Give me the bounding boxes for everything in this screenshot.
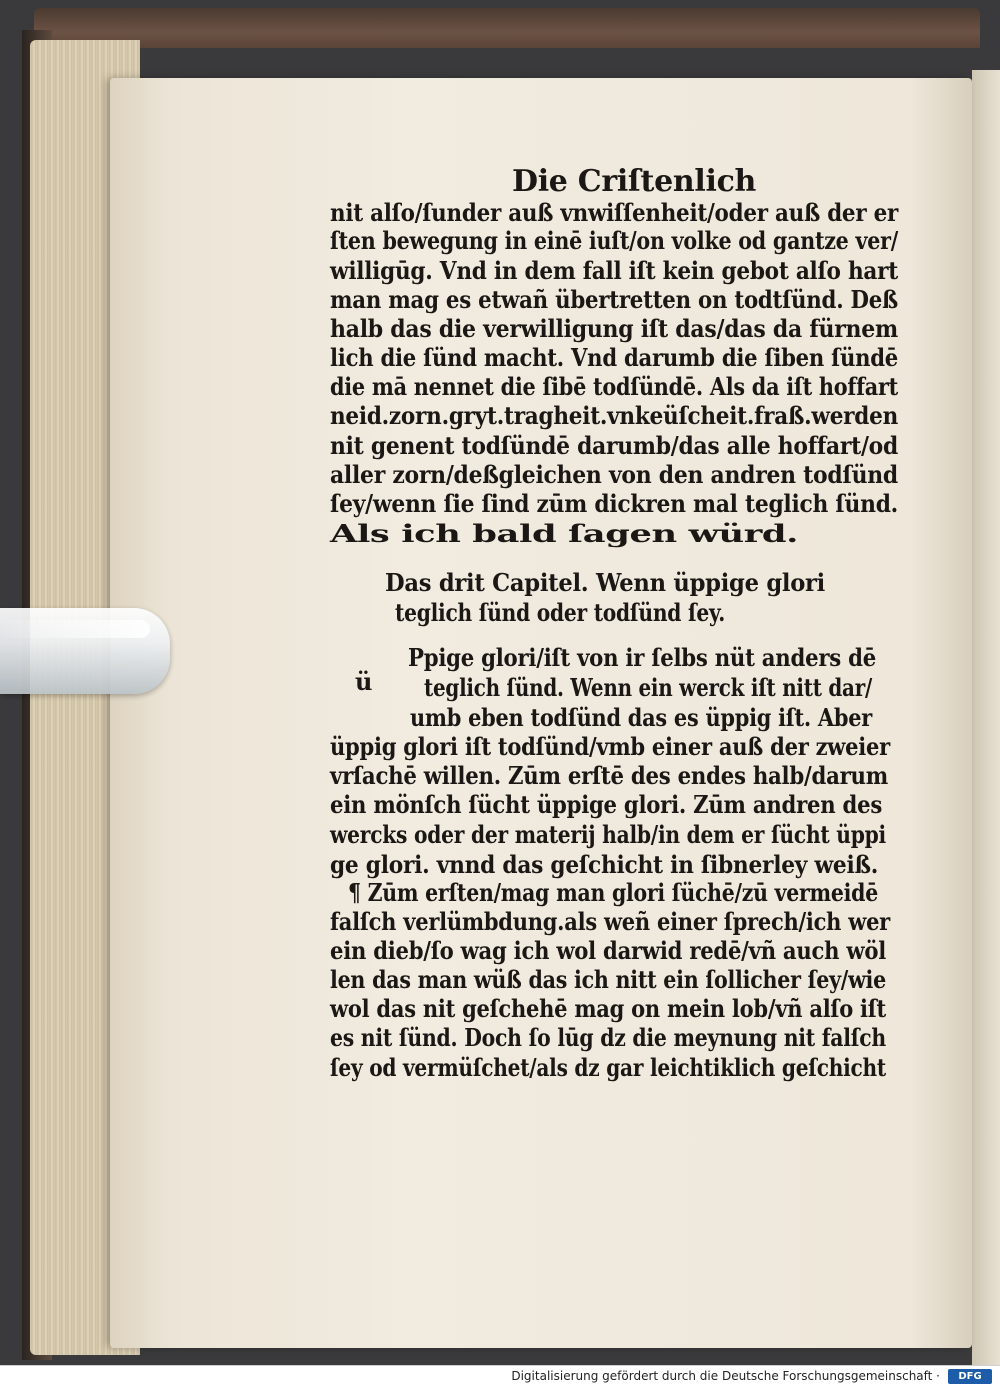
text-line: nit alſo/ſunder auß vnwiſſenheit/oder auß der er xyxy=(330,198,898,227)
text-line: Als ich bald ſagen würd. xyxy=(330,519,798,548)
text-line: wercks oder der materij halb/in dem er ſücht üppi xyxy=(330,820,886,849)
text-line: es nit ſünd. Doch ſo lūg dz die meynung nit falſch xyxy=(330,1023,886,1052)
text-line: neid.zorn.gryt.tragheit.vnkeüſcheit.fraß.werden xyxy=(330,401,898,430)
text-line: üppig glori iſt todſünd/vmb einer auß der zweier xyxy=(330,732,890,761)
text-line: ſey/wenn ſie ſind zūm dickren mal teglich ſünd. xyxy=(330,489,898,518)
text-line: die mā nennet die ſibē todſündē. Als da iſt hoffart xyxy=(330,372,898,401)
running-header: Die Criſtenlich xyxy=(512,164,757,199)
text-line: Das drit Capitel. Wenn üppige glori xyxy=(385,568,825,597)
text-line: willigūg. Vnd in dem fall iſt kein gebot alſo hart xyxy=(330,256,898,285)
text-line: teglich ſünd. Wenn ein werck iſt nitt dar/ xyxy=(424,673,872,702)
bookmark-highlight xyxy=(0,620,150,638)
text-line: ein mönſch ſücht üppige glori. Zūm andren des xyxy=(330,790,882,819)
text-line: lich die ſünd macht. Vnd darumb die ſiben ſündē xyxy=(330,343,898,372)
funding-credit: Digitalisierung gefördert durch die Deutsche Forschungsgemeinschaft · xyxy=(511,1369,940,1383)
text-line: ¶ Zūm erſten/mag man glori ſüchē/zū vermeidē xyxy=(348,878,878,907)
text-line: ge glori. vnnd das geſchicht in ſibnerley weiß. xyxy=(330,850,878,879)
text-line: ſey od vermüſchet/als dz gar leichtiklich geſchicht xyxy=(330,1053,886,1082)
margin-note: ü xyxy=(355,667,373,696)
text-line: falſch verlümbdung.als weñ einer ſprech/ich wer xyxy=(330,907,890,936)
book-cover-top xyxy=(34,8,980,48)
text-line: nit genent todſündē darumb/das alle hoffart/od xyxy=(330,431,898,460)
text-line: teglich ſünd oder todſünd ſey. xyxy=(395,598,725,627)
text-line: halb das die verwilligung iſt das/das da fürnem xyxy=(330,314,898,343)
text-line: man mag es etwañ übertretten on todtſünd. Deß xyxy=(330,285,898,314)
text-line: ſten bewegung in einē iuſt/on volke od gantze ver/ xyxy=(330,226,898,255)
text-line: aller zorn/deßgleichen von den andren todſünd xyxy=(330,460,898,489)
text-line: ein dieb/ſo wag ich wol darwid redē/vñ auch wöl xyxy=(330,936,886,965)
facing-page-edge xyxy=(972,70,1000,1365)
text-line: vrſachē willen. Zūm erſtē des endes halb/darum xyxy=(330,761,888,790)
dfg-logo: DFG xyxy=(948,1369,992,1384)
text-line: umb eben todſünd das es üppig iſt. Aber xyxy=(410,703,872,732)
footer-bar xyxy=(0,1365,1000,1388)
text-line: wol das nit geſchehē mag on mein lob/vñ alſo iſt xyxy=(330,994,886,1023)
text-line: Ppige glori/iſt von ir ſelbs nüt anders dē xyxy=(408,643,876,672)
text-line: len das man wüß das ich nitt ein ſollicher ſey/wie xyxy=(330,965,886,994)
